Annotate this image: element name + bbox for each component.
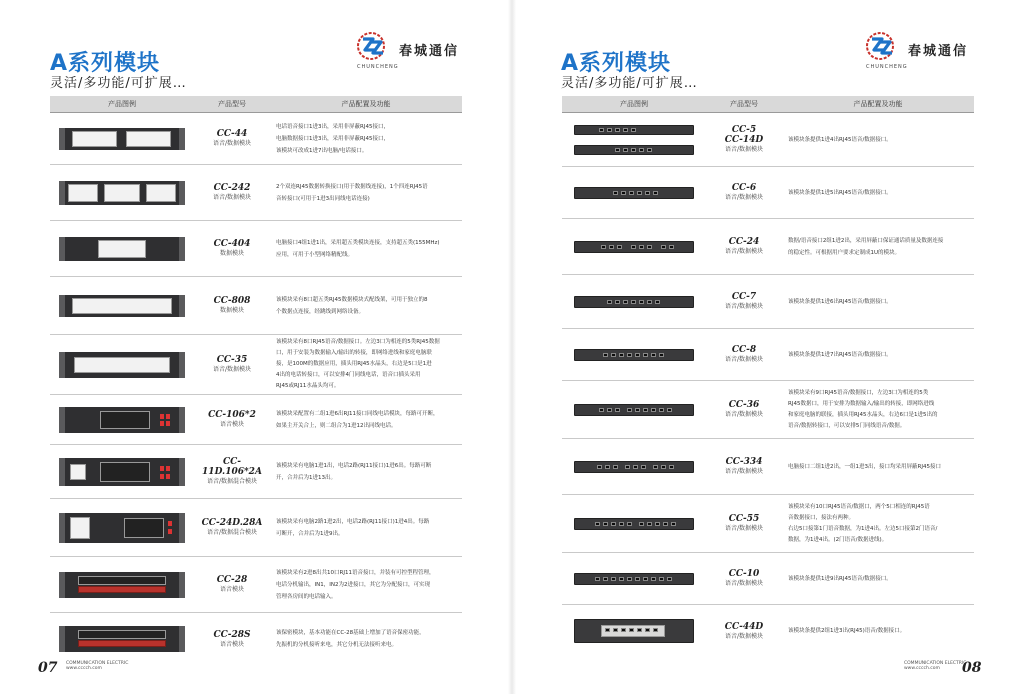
product-image [50, 335, 194, 394]
product-image [50, 445, 194, 498]
device-panel [64, 513, 180, 543]
table-row [562, 167, 974, 219]
product-image [562, 329, 706, 380]
product-image [562, 219, 706, 274]
product-desc: 该模块采有9口RJ45语音/数据接口，左边3口为相连的5类 RJ45数据口，用于安排为数据输入/输出的转接，即网络进线 和家庭电脑的联接，插头用RJ45水晶头，右边6口是1进5出的 语音/数据转接口，可以安排5门同线语音/数据。 [788, 389, 938, 429]
model-name: CC-44 [216, 129, 248, 139]
page-number: 07 [38, 660, 58, 676]
model-type: 语音/数据模块 [724, 632, 764, 640]
product-desc: 该模块采有8口RJ45语音/数据接口。左边3口为相连的5类RJ45数据 口，用于安装为数据输入/输出的转接，即网络进线和家庭电脑联 接，是100M的数据应用，插头用RJ45水晶头，右边是5口是1进 4出的电话转接口，可以安排4门同线电话，语音口插头采用 RJ45或RJ11水晶头均可。 [276, 339, 440, 389]
footer-text: COMMUNICATION ELECTRIC www.cccch.com [904, 661, 967, 671]
device-strip [574, 404, 694, 416]
company-logo [864, 30, 984, 70]
product-image [50, 221, 194, 276]
product-image [562, 439, 706, 494]
product-desc: 数据/语音接口2组1进2出，采用屏蔽口保证通话质量及数据连接 的稳定性。可根据用户要求定制成1U的模块。 [788, 237, 944, 256]
model-name: CC-35 [216, 355, 248, 365]
model-name: CC-5 CC-14D [724, 125, 764, 145]
table-row [562, 553, 974, 605]
model-type: 语音/数据混合模块 [206, 478, 258, 485]
product-desc: 该模块采有2进8出共10口RJ11语音接口，并装有可控型程管理， 电话分机输出，IN1，IN2为2进接口，其它为分配接口，可实现 管理各房间的电话输入。 [276, 569, 435, 600]
model-name: CC-7 [731, 292, 757, 302]
chuncheng-logo-icon [864, 30, 902, 62]
chuncheng-logo-icon [355, 30, 393, 62]
table-row [562, 605, 974, 657]
product-desc: 该模块条提供2组1进3出(RJ45)语音/数据接口。 [788, 628, 906, 634]
page-title: A系列模块 [561, 51, 672, 76]
product-image [562, 167, 706, 218]
model-type: 语音/数据模块 [724, 146, 764, 153]
model-type: 数据模块 [219, 307, 244, 314]
device-panel [64, 237, 180, 261]
device-strip [574, 296, 694, 308]
table-row [562, 329, 974, 381]
table-row [50, 557, 462, 613]
device-panel [64, 626, 180, 652]
model-type: 语音模块 [219, 640, 244, 648]
product-desc: 该模块采有电脑1进1出，电话2路(RJ11接口)1进6出。每路可断 开，合并后为1进13出。 [276, 462, 432, 481]
device-panel [64, 458, 180, 486]
right-page [512, 0, 1024, 694]
model-type: 语音模块 [219, 586, 244, 593]
product-desc: 该模块采有8口超五类RJ45数据模块式配线架，可用于独立的8 个数据点连接，经跳线到网络设备。 [276, 296, 428, 315]
table-row [50, 613, 462, 665]
model-name: CC-44D [724, 621, 764, 632]
logo-sub: CHUNCHENG [357, 64, 399, 70]
model-name: CC-242 [213, 183, 251, 193]
model-type: 语音/数据模块 [724, 303, 764, 310]
product-image [50, 277, 194, 334]
product-desc: 该模块条提供1进5出RJ45语音/数据接口。 [788, 189, 892, 196]
product-desc: 电话语音接口1进3出，采用非屏蔽RJ45接口， 电脑数据接口1进3出，采用非屏蔽RJ45接口， 该模块可改成1进7出电脑/电话接口。 [276, 123, 389, 154]
model-type: 语音/数据模块 [724, 194, 764, 201]
device-panel [64, 407, 180, 433]
device-strip [574, 573, 694, 585]
company-logo [355, 30, 475, 70]
table-row [50, 395, 462, 445]
device-strip [574, 187, 694, 199]
product-desc: 该模块条提供1进9出RJ45语音/数据接口。 [788, 575, 892, 582]
logo-name: 春城通信 [908, 44, 969, 59]
product-image [50, 165, 194, 220]
model-type: 语音/数据模块 [724, 411, 764, 418]
model-name: CC-404 [213, 239, 251, 249]
model-name: CC-55 [728, 514, 760, 524]
page-subtitle: 灵活/多功能/可扩展… [561, 76, 698, 91]
model-name: CC-106*2 [208, 410, 256, 420]
product-image [50, 499, 194, 556]
table-row [50, 499, 462, 557]
product-desc: 电脑接口4组1进1出，采用超五类模块连接，支持超五类(155MHz) 应用，可用于小型网络精配线。 [276, 239, 440, 258]
table-row [562, 439, 974, 495]
model-type: 语音/数据模块 [724, 356, 764, 363]
page-subtitle: 灵活/多功能/可扩展… [50, 76, 187, 91]
device-strip [574, 125, 694, 135]
model-type: 语音/数据混合模块 [206, 529, 258, 536]
header-function: 产品配置及功能 [341, 100, 391, 108]
device-panel [64, 352, 180, 378]
header-model: 产品型号 [730, 100, 758, 108]
model-type: 语音/数据模块 [212, 140, 252, 147]
product-desc: 该模块条提供1进4出RJ45语音/数据接口。 [788, 136, 892, 143]
product-desc: 该模块采有电脑2路1进2出，电话2路(RJ11接口)1进4出。每路 可断开，合并后为1进9出。 [276, 518, 430, 537]
product-image [50, 557, 194, 612]
table-row [562, 113, 974, 167]
table-header [562, 96, 974, 113]
model-name: CC-36 [728, 400, 760, 410]
device-strip [574, 349, 694, 361]
product-desc: 该模块条提供1进7出RJ45语音/数据接口。 [788, 351, 892, 358]
device-strip [574, 241, 694, 253]
product-image [50, 613, 194, 665]
model-name: CC-10 [728, 569, 760, 579]
device-panel [574, 619, 694, 643]
product-desc: 该模块采有10口RJ45语音/数据口，两个5口相连的RJ45语 音数据接口，接法有两种。 右边5口接第1门语音数据，为1进4出。左边5口接第2门语音/ 数据，为1进4出。(2门语音/数据进线)。 [788, 503, 938, 543]
footer-text: COMMUNICATION ELECTRIC www.cccch.com [66, 661, 129, 671]
device-panel [64, 572, 180, 598]
product-image [562, 113, 706, 166]
table-row [50, 221, 462, 277]
model-name: CC-808 [213, 296, 251, 306]
product-image [50, 113, 194, 164]
model-type: 语音/数据模块 [212, 194, 252, 201]
product-table [562, 96, 974, 657]
device-panel [64, 295, 180, 317]
product-image [562, 553, 706, 604]
table-row [50, 335, 462, 395]
table-row [50, 277, 462, 335]
table-row [562, 275, 974, 329]
device-panel [64, 181, 180, 205]
header-model: 产品型号 [218, 100, 246, 108]
page-number: 08 [962, 660, 982, 676]
product-table [50, 96, 462, 665]
table-header [50, 96, 462, 113]
header-image: 产品图例 [108, 100, 136, 108]
product-desc: 电脑接口二组1进2出，一组1进3出，接口均采用屏蔽RJ45接口 [788, 463, 941, 470]
product-image [562, 275, 706, 328]
product-desc: 该模块条提供1进6出RJ45语音/数据接口。 [788, 298, 892, 305]
logo-name: 春城通信 [399, 44, 460, 59]
device-strip [574, 461, 694, 473]
model-name: CC-334 [725, 457, 763, 467]
product-image [562, 605, 706, 657]
header-function: 产品配置及功能 [853, 100, 903, 108]
model-name: CC-28 [216, 575, 248, 585]
logo-sub: CHUNCHENG [866, 64, 908, 70]
model-name: CC-8 [731, 345, 757, 355]
table-row [562, 219, 974, 275]
table-row [562, 495, 974, 553]
model-type: 语音/数据模块 [724, 248, 764, 255]
table-row [50, 165, 462, 221]
table-row [562, 381, 974, 439]
product-image [562, 495, 706, 552]
model-type: 语音/数据模块 [724, 525, 764, 532]
product-image [562, 381, 706, 438]
product-desc: 2个双连RJ45数据转换接口(用于数据线连接)，1个四连RJ45语 音转接口(可用于1进3出同线电话连接) [276, 183, 428, 202]
page-title: A系列模块 [50, 51, 161, 76]
model-name: CC-24 [728, 237, 760, 247]
device-panel [64, 128, 180, 150]
model-type: 语音/数据模块 [724, 468, 764, 475]
table-row [50, 113, 462, 165]
model-name: CC-24D.28A [201, 518, 263, 528]
product-desc: 该保密模块，基本功能在CC-28基础上增加了语音保密功能， 先振机的分机接听来电，其它分机无法接听来电。 [276, 630, 425, 648]
device-strip [574, 518, 694, 530]
product-image [50, 395, 194, 444]
product-desc: 该模块采配置有二组1进6出RJ11接口同线电话模块，每路可开断， 如果主开关合上，则二组合为1进12出同线电话。 [276, 410, 439, 429]
device-strip [574, 145, 694, 155]
model-name: CC-11D.106*2A [202, 457, 262, 477]
model-type: 语音模块 [219, 421, 244, 428]
model-name: CC-6 [731, 183, 757, 193]
table-row [50, 445, 462, 499]
model-type: 语音/数据模块 [212, 366, 252, 373]
model-type: 语音/数据模块 [724, 580, 764, 587]
model-type: 数据模块 [219, 250, 244, 257]
model-name: CC-28S [213, 629, 251, 640]
header-image: 产品图例 [620, 100, 648, 108]
